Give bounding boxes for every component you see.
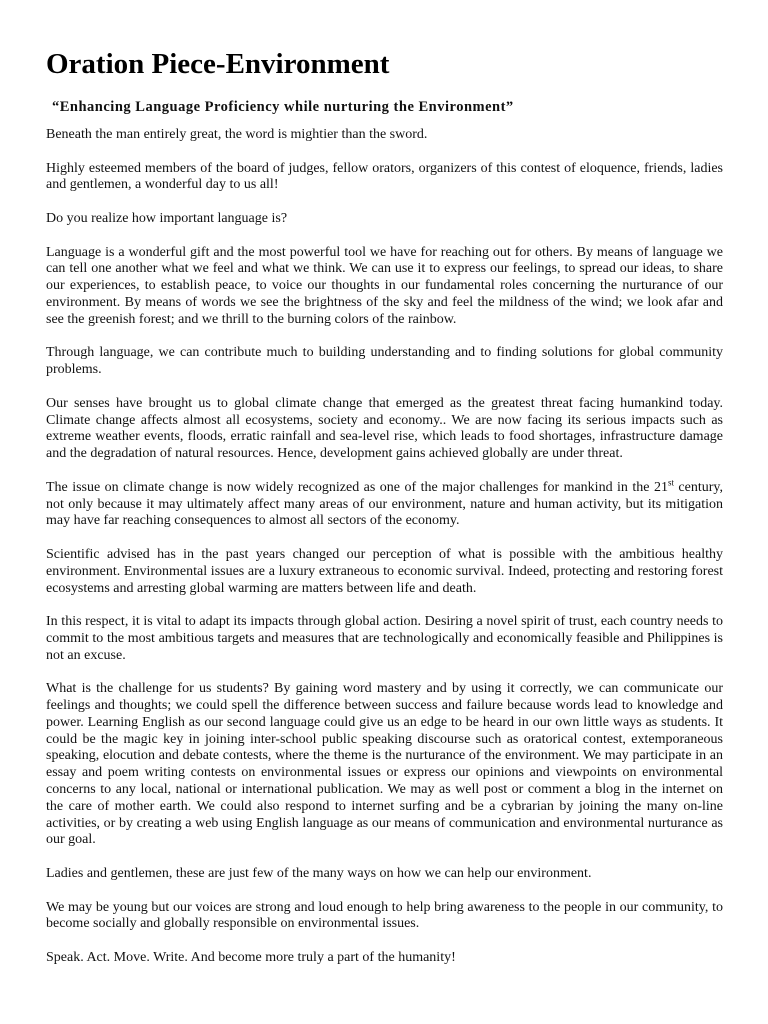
paragraph-question: Do you realize how important language is? [46,210,288,226]
paragraph-young-voices: We may be young but our voices are strong and loud enough to help bring awareness to the people in our community, to become socially and globally responsible on environmental issues. [46,899,723,932]
paragraph-21st-century [46,477,723,530]
paragraph-21st-century-text-continued: century, not only because it may ultimately affect many areas of our environment, nature and human activity, but its mitigation may have far reaching consequences to almost all sectors of the economy. [46,479,723,529]
document-title: Oration Piece-Environment [46,48,390,80]
paragraph-scientific-advice: Scientific advised has in the past years changed our perception of what is possible with the ambitious healthy environment. Environmental issues are a luxury extraneous to economic survival. Indeed, protecting and restoring forest ecosystems and arresting global warming are matters between life and death. [46,546,723,596]
paragraph-opening-quote: Beneath the man entirely great, the word is mightier than the sword. [46,127,428,142]
paragraph-language-gift: Language is a wonderful gift and the most powerful tool we have for reaching out for others. By means of language we can tell one another what we feel and what we think. We can use it to express our feelings, to spread our ideas, to share our experiences, to establish peace, to voice our thoughts in our fundamental roles concerning the nurturance of our environment. By means of words we see the brightness of the sky and feel the mildness of the wind; we look afar and see the greenish forest; and we thrill to the burning colors of the rainbow. [46,244,723,327]
paragraph-global-action: In this respect, it is vital to adapt its impacts through global action. Desiring a novel spirit of trust, each country needs to commit to the most ambitious targets and measures that are technologically and economically feasible and Philippines is not an excuse. [46,614,723,663]
paragraph-few-ways: Ladies and gentlemen, these are just few of the many ways on how we can help our environment. [46,866,592,882]
paragraph-climate-change: Our senses have brought us to global climate change that emerged as the greatest threat facing humankind today. Climate change affects almost all ecosystems, society and economy.. We are now facing its serious impacts such as extreme weather events, floods, erratic rainfall and sea-level rise, which leads to food shortages, infrastructure damage and the degradation of natural resources. Hence, development gains achieved globally are under threat. [46,395,723,462]
paragraph-closing: Speak. Act. Move. Write. And become more truly a part of the humanity! [46,950,456,966]
paragraph-through-language: Through language, we can contribute much to building understanding and to finding solutions for global community problems. [46,345,723,378]
superscript-st: st [667,477,674,488]
paragraph-21st-century-text: The issue on climate change is now widely recognized as one of the major challenges for mankind in the 21 [46,479,668,495]
paragraph-salutation: Highly esteemed members of the board of judges, fellow orators, organizers of this contest of eloquence, friends, ladies and gentlemen, a wonderful day to us all! [46,160,723,193]
paragraph-student-challenge: What is the challenge for us students? By gaining word mastery and by using it correctly, we can communicate our feelings and thoughts; we could spell the difference between success and failure because words lead to knowledge and power. Learning English as our second language could give us an edge to be heard in our own little ways as students. It could be the magic key in joining inter-school public speaking discourse such as oratorical contest, extemporaneous speaking, elocution and debate contests, where the theme is the nurturance of the environment. We may participate in an essay and poem writing contests on environmental issues or express our opinions and viewpoints on environmental concerns to any local, national or international publication. We may as well post or comment a blog in the internet on the care of mother earth. We could also respond to internet surfing and be a cybrarian by joining the many on-line activities, or by creating a web using English language as our means of communication and environmental nurturance as our goal. [46,681,723,848]
document-subtitle: “Enhancing Language Proficiency while nurturing the Environment” [52,99,514,115]
